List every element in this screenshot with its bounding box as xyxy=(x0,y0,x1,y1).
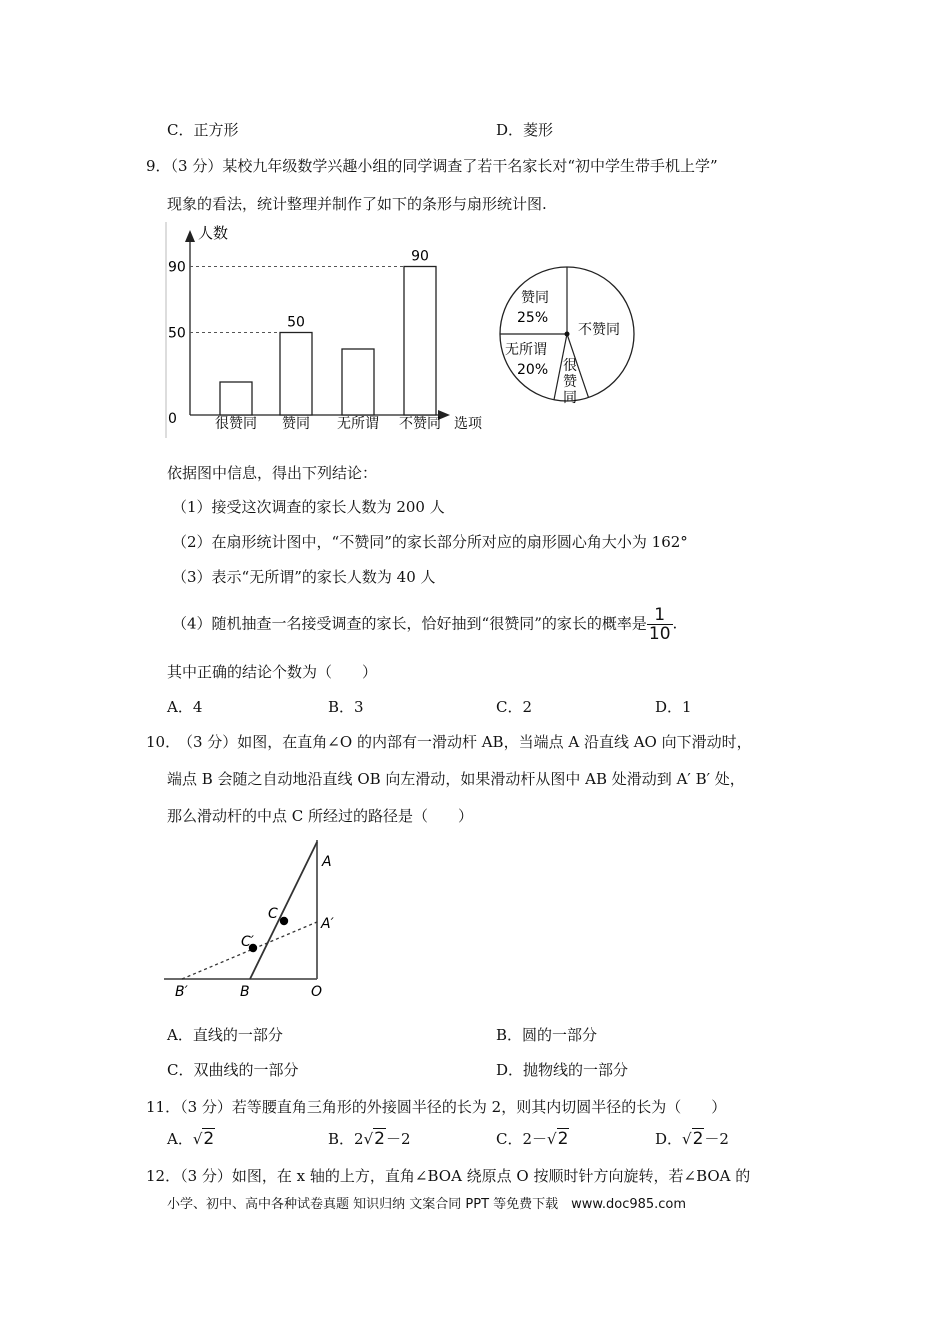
pie-pct-wusuowei: 20% xyxy=(517,362,549,378)
q11-option-a xyxy=(167,1128,215,1149)
q10-number: 10． xyxy=(146,733,181,751)
x-tick-label: 无所谓 xyxy=(337,416,379,432)
pie-label-zantong: 赞同 xyxy=(521,290,549,306)
q12-stem: 12．（3 分）如图，在 x 轴的上方，直角∠BOA 绕原点 O 按顺时针方向旋转，若∠BOA 的 xyxy=(146,1167,751,1185)
q11-option-d xyxy=(655,1128,729,1149)
q10-option-a: A．直线的一部分 xyxy=(167,1026,283,1044)
q11-option-b-suffix: －2 xyxy=(385,1130,411,1148)
sqrt-radicand: 2 xyxy=(557,1129,569,1149)
bar-value-label: 50 xyxy=(287,314,305,331)
q10-option-d: D．抛物线的一部分 xyxy=(496,1061,629,1079)
pie-chart xyxy=(495,262,640,407)
q9-option-a: A．4 xyxy=(167,698,203,716)
pie-label-wusuowei: 无所谓 xyxy=(505,342,547,358)
q10-line3: 那么滑动杆的中点 C 所经过的路径是（ ） xyxy=(167,807,474,825)
bar-1 xyxy=(220,382,252,415)
pie-center-dot xyxy=(565,332,570,337)
q11-option-c xyxy=(496,1128,569,1149)
pie-pct-zantong: 25% xyxy=(517,310,549,326)
sliding-rod-figure xyxy=(160,830,360,1000)
label-c-prime: C′ xyxy=(241,934,254,950)
label-a: A xyxy=(322,854,332,870)
fraction-numerator: 1 xyxy=(647,606,673,625)
label-c: C xyxy=(268,906,278,922)
pie-label-henzantong-1: 很 xyxy=(563,358,577,374)
q10-line1: （3 分）如图，在直角∠O 的内部有一滑动杆 AB，当端点 A 沿直线 AO 向下滑动时， xyxy=(178,733,752,751)
sqrt-radicand: 2 xyxy=(692,1129,704,1149)
fraction-denominator: 10 xyxy=(648,624,671,644)
sqrt: √2 xyxy=(547,1129,569,1149)
fraction xyxy=(647,606,673,643)
label-o: O xyxy=(311,984,323,1000)
pie-label-buzantong: 不赞同 xyxy=(578,322,620,338)
pie-label-henzantong-2: 赞 xyxy=(563,374,577,390)
x-tick-label: 赞同 xyxy=(282,416,310,432)
q9-stem-line1: 9．（3 分）某校九年级数学兴趣小组的同学调查了若干名家长对“初中学生带手机上学” xyxy=(146,157,718,175)
bar-chart xyxy=(160,220,500,440)
y-tick-label: 90 xyxy=(168,259,186,276)
q8-option-c: C．正方形 xyxy=(167,121,239,139)
page-footer: 小学、初中、高中各种试卷真题 知识归纳 文案合同 PPT 等免费下载 www.doc985.com xyxy=(167,1197,687,1212)
q9-stem-line2: 现象的看法，统计整理并制作了如下的条形与扇形统计图. xyxy=(167,195,547,213)
q10-line2: 端点 B 会随之自动地沿直线 OB 向左滑动，如果滑动杆从图中 AB 处滑动到 A′ B′ 处， xyxy=(167,770,745,788)
bar-3 xyxy=(342,349,374,415)
x-axis-label: 选项 xyxy=(454,416,482,432)
q9-conclusion-1: （1）接受这次调查的家长人数为 200 人 xyxy=(172,498,445,516)
sqrt: √2 xyxy=(192,1129,215,1149)
q10-option-c: C．双曲线的一部分 xyxy=(167,1061,299,1079)
q11-option-b xyxy=(328,1128,411,1149)
y-axis-label: 人数 xyxy=(198,224,229,242)
q10-option-b: B．圆的一部分 xyxy=(496,1026,598,1044)
y-tick-label: 50 xyxy=(168,325,186,342)
q9-ask: 其中正确的结论个数为（ ） xyxy=(167,663,378,681)
bar-2 xyxy=(280,333,312,416)
sqrt: √2 xyxy=(363,1129,385,1149)
q11-option-c-prefix: C．2－ xyxy=(496,1130,548,1148)
y-axis-arrow xyxy=(185,230,195,242)
q11-option-b-prefix: B．2 xyxy=(328,1130,364,1148)
q9-conclusion-4-text: （4）随机抽查一名接受调查的家长，恰好抽到“很赞同”的家长的概率是 xyxy=(172,614,647,633)
bar-value-label: 90 xyxy=(411,248,429,265)
q9-conclusion-4-end: . xyxy=(672,614,678,633)
q11-option-a-prefix: A． xyxy=(167,1130,193,1148)
q8-option-d: D．菱形 xyxy=(496,121,554,139)
q9-conclusion-4 xyxy=(172,606,677,643)
label-b: B xyxy=(240,984,250,1000)
q9-intro: 依据图中信息，得出下列结论： xyxy=(167,464,378,482)
label-a-prime: A′ xyxy=(321,916,334,932)
q9-option-b: B．3 xyxy=(328,698,364,716)
q9-option-d: D．1 xyxy=(655,698,692,716)
sqrt: √2 xyxy=(682,1129,704,1149)
q11-stem: 11．（3 分）若等腰直角三角形的外接圆半径的长为 2，则其内切圆半径的长为（ ） xyxy=(146,1098,727,1116)
y-tick-label: 0 xyxy=(168,411,177,427)
q11-option-d-prefix: D． xyxy=(655,1130,683,1148)
x-tick-label: 不赞同 xyxy=(399,416,441,432)
sqrt-radicand: 2 xyxy=(203,1129,215,1149)
point-c xyxy=(280,917,288,925)
q9-option-c: C．2 xyxy=(496,698,533,716)
sqrt-radicand: 2 xyxy=(374,1129,385,1149)
rod-ab xyxy=(250,842,317,979)
q11-option-d-suffix: －2 xyxy=(704,1130,729,1148)
label-b-prime: B′ xyxy=(175,984,188,1000)
bar-4 xyxy=(404,267,436,416)
rod-ab-prime xyxy=(182,922,317,979)
q9-conclusion-3: （3）表示“无所谓”的家长人数为 40 人 xyxy=(172,568,436,586)
pie-label-henzantong-3: 同 xyxy=(563,390,577,406)
x-tick-label: 很赞同 xyxy=(215,416,257,432)
q9-conclusion-2: （2）在扇形统计图中，“不赞同”的家长部分所对应的扇形圆心角大小为 162° xyxy=(172,533,688,551)
